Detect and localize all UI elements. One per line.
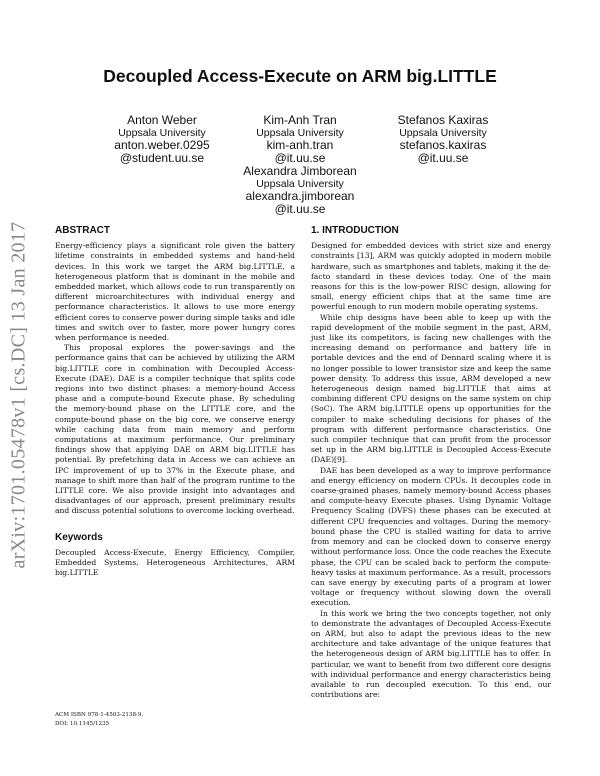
author-affiliation: Uppsala University bbox=[256, 126, 344, 139]
author-affiliation: Uppsala University bbox=[399, 126, 487, 139]
author-email-domain: @it.uu.se bbox=[274, 201, 326, 216]
arxiv-id: arXiv:1701.05478v1 [cs.DC] 13 Jan 2017 bbox=[7, 221, 30, 569]
author-name: Stefanos Kaxiras bbox=[397, 113, 489, 127]
author-name: Kim-Anh Tran bbox=[263, 113, 337, 127]
author-name: Alexandra Jimborean bbox=[243, 164, 357, 178]
copyright-footer bbox=[55, 711, 295, 729]
intro-paragraph: DAE has been developed as a way to improve performance and energy efficiency on modern CPUs. It decouples code in coarse-grained phases, namely memory-bound Access phases and compute-heavy Execute phases. Using Dynamic Voltage Frequency Scaling (DVFS) these phases can be executed at different CPU frequencies and voltages. During the memory-bound phase the CPU is stalled waiting for data to arrive from memory and can be clocked down to conserve energy without performance loss. Once the code reaches the Execute phase, the CPU can be scaled back to perform the compute-heavy tasks at maximum performance. As a result, processors can save energy by executing parts of a program at lower voltage or frequency without slowing down the overall execution. bbox=[311, 465, 551, 608]
author-email-domain: @it.uu.se bbox=[417, 150, 469, 165]
abstract-paragraph: This proposal explores the power-savings and the performance gains that can be achieved by utilizing the ARM big.LITTLE core in combination with Decoupled Access-Execute (DAE). DAE is a compiler technique that splits code regions into two distinct phases: a memory-bound Access phase and a compute-bound Execute phase. By scheduling the memory-bound phase on the LITTLE core, and the compute-bound phase on the big core, we conserve energy while caching data from main memory and perform computations at maximum performance. Our preliminary findings show that applying DAE on ARM big.LITTLE has potential. By prefetching data in Access we can achieve an IPC improvement of up to 37% in the Execute phase, and manage to shift more than half of the program runtime to the LITTLE core. We also provide insight into advantages and disadvantages of our approach, present preliminary results and discuss potential solutions to overcome locking overhead. bbox=[55, 343, 295, 516]
author-block bbox=[363, 114, 523, 164]
author-block bbox=[220, 165, 380, 215]
isbn-line: ACM ISBN 978-1-4503-2138-9. bbox=[55, 712, 144, 718]
keywords-text: Decoupled Access-Execute, Energy Efficiency, Compiler, Embedded Systems, Heterogeneous Architectures, ARM big.LITTLE bbox=[55, 547, 295, 578]
intro-heading: 1. INTRODUCTION bbox=[311, 225, 399, 236]
author-email-domain: @student.uu.se bbox=[119, 150, 205, 165]
doi-line: DOI: 10.1145/1235 bbox=[55, 721, 110, 727]
author-block bbox=[220, 114, 380, 164]
author-affiliation: Uppsala University bbox=[256, 177, 344, 190]
left-column bbox=[55, 226, 295, 579]
author-block bbox=[82, 114, 242, 164]
intro-paragraph: While chip designs have been able to keep up with the rapid development of the mobile segment in the past, ARM, just like its competitors, is facing new challenges with the increasing demand on performance and battery life in portable devices and the end of Dennard scaling where it is no longer possible to lower transistor size and keep the same power density. To address this issue, ARM developed a new heterogeneous design named big.LITTLE that aims at combining different CPU designs on the same system on chip (SoC). The ARM big.LITTLE opens up opportunities for the compiler to make scheduling decisions for phases of the program with different performance characteristics. One such compiler technique that can profit from the processor set up in the ARM big.LITTLE is Decoupled Access-Execute (DAE)[9]. bbox=[311, 312, 551, 465]
author-affiliation: Uppsala University bbox=[118, 126, 206, 139]
paper-title: Decoupled Access-Execute on ARM big.LITTLE bbox=[103, 66, 497, 86]
author-email-domain: @it.uu.se bbox=[274, 150, 326, 165]
intro-paragraph: Designed for embedded devices with strict size and energy constraints [13], ARM was quickly adopted in modern mobile hardware, such as smartphones and tablets, making it the de-facto standard in these devices today. One of the main reasons for this is the low-power RISC design, allowing for small, energy efficient chips that at the same time are powerful enough to run modern mobile operating systems. bbox=[311, 241, 551, 312]
arxiv-stamp bbox=[4, 210, 34, 580]
abstract-paragraph: Energy-efficiency plays a significant role given the battery lifetime constraints in embedded systems and hand-held devices. In this work we target the ARM big.LITTLE, a heterogeneous platform that is dominant in the mobile and embedded market, which allows code to run transparently on different microarchitectures with individual energy and performance characteristics. It allows to use more energy efficient cores to conserve power during simple tasks and idle times and switch over to faster, more power hungry cores when performance is needed. bbox=[55, 241, 295, 343]
author-email: anton.weber.0295 bbox=[114, 138, 210, 152]
author-email: alexandra.jimborean bbox=[245, 189, 355, 203]
intro-paragraph: In this work we bring the two concepts together, not only to demonstrate the advantages of Decoupled Access-Execute on ARM, but also to adapt the previous ideas to the new architecture and take advantage of the unique features that the heterogeneous design of ARM big.LITTLE has to offer. In particular, we want to benefit from two different core designs with individual performance and energy characteristics being available to run decoupled execution. To this end, our contributions are: bbox=[311, 608, 551, 700]
author-email: kim-anh.tran bbox=[266, 138, 334, 152]
author-name: Anton Weber bbox=[127, 113, 197, 127]
keywords-heading: Keywords bbox=[55, 531, 103, 543]
abstract-heading: ABSTRACT bbox=[55, 225, 110, 236]
right-column bbox=[311, 226, 551, 700]
author-email: stefanos.kaxiras bbox=[399, 138, 487, 152]
